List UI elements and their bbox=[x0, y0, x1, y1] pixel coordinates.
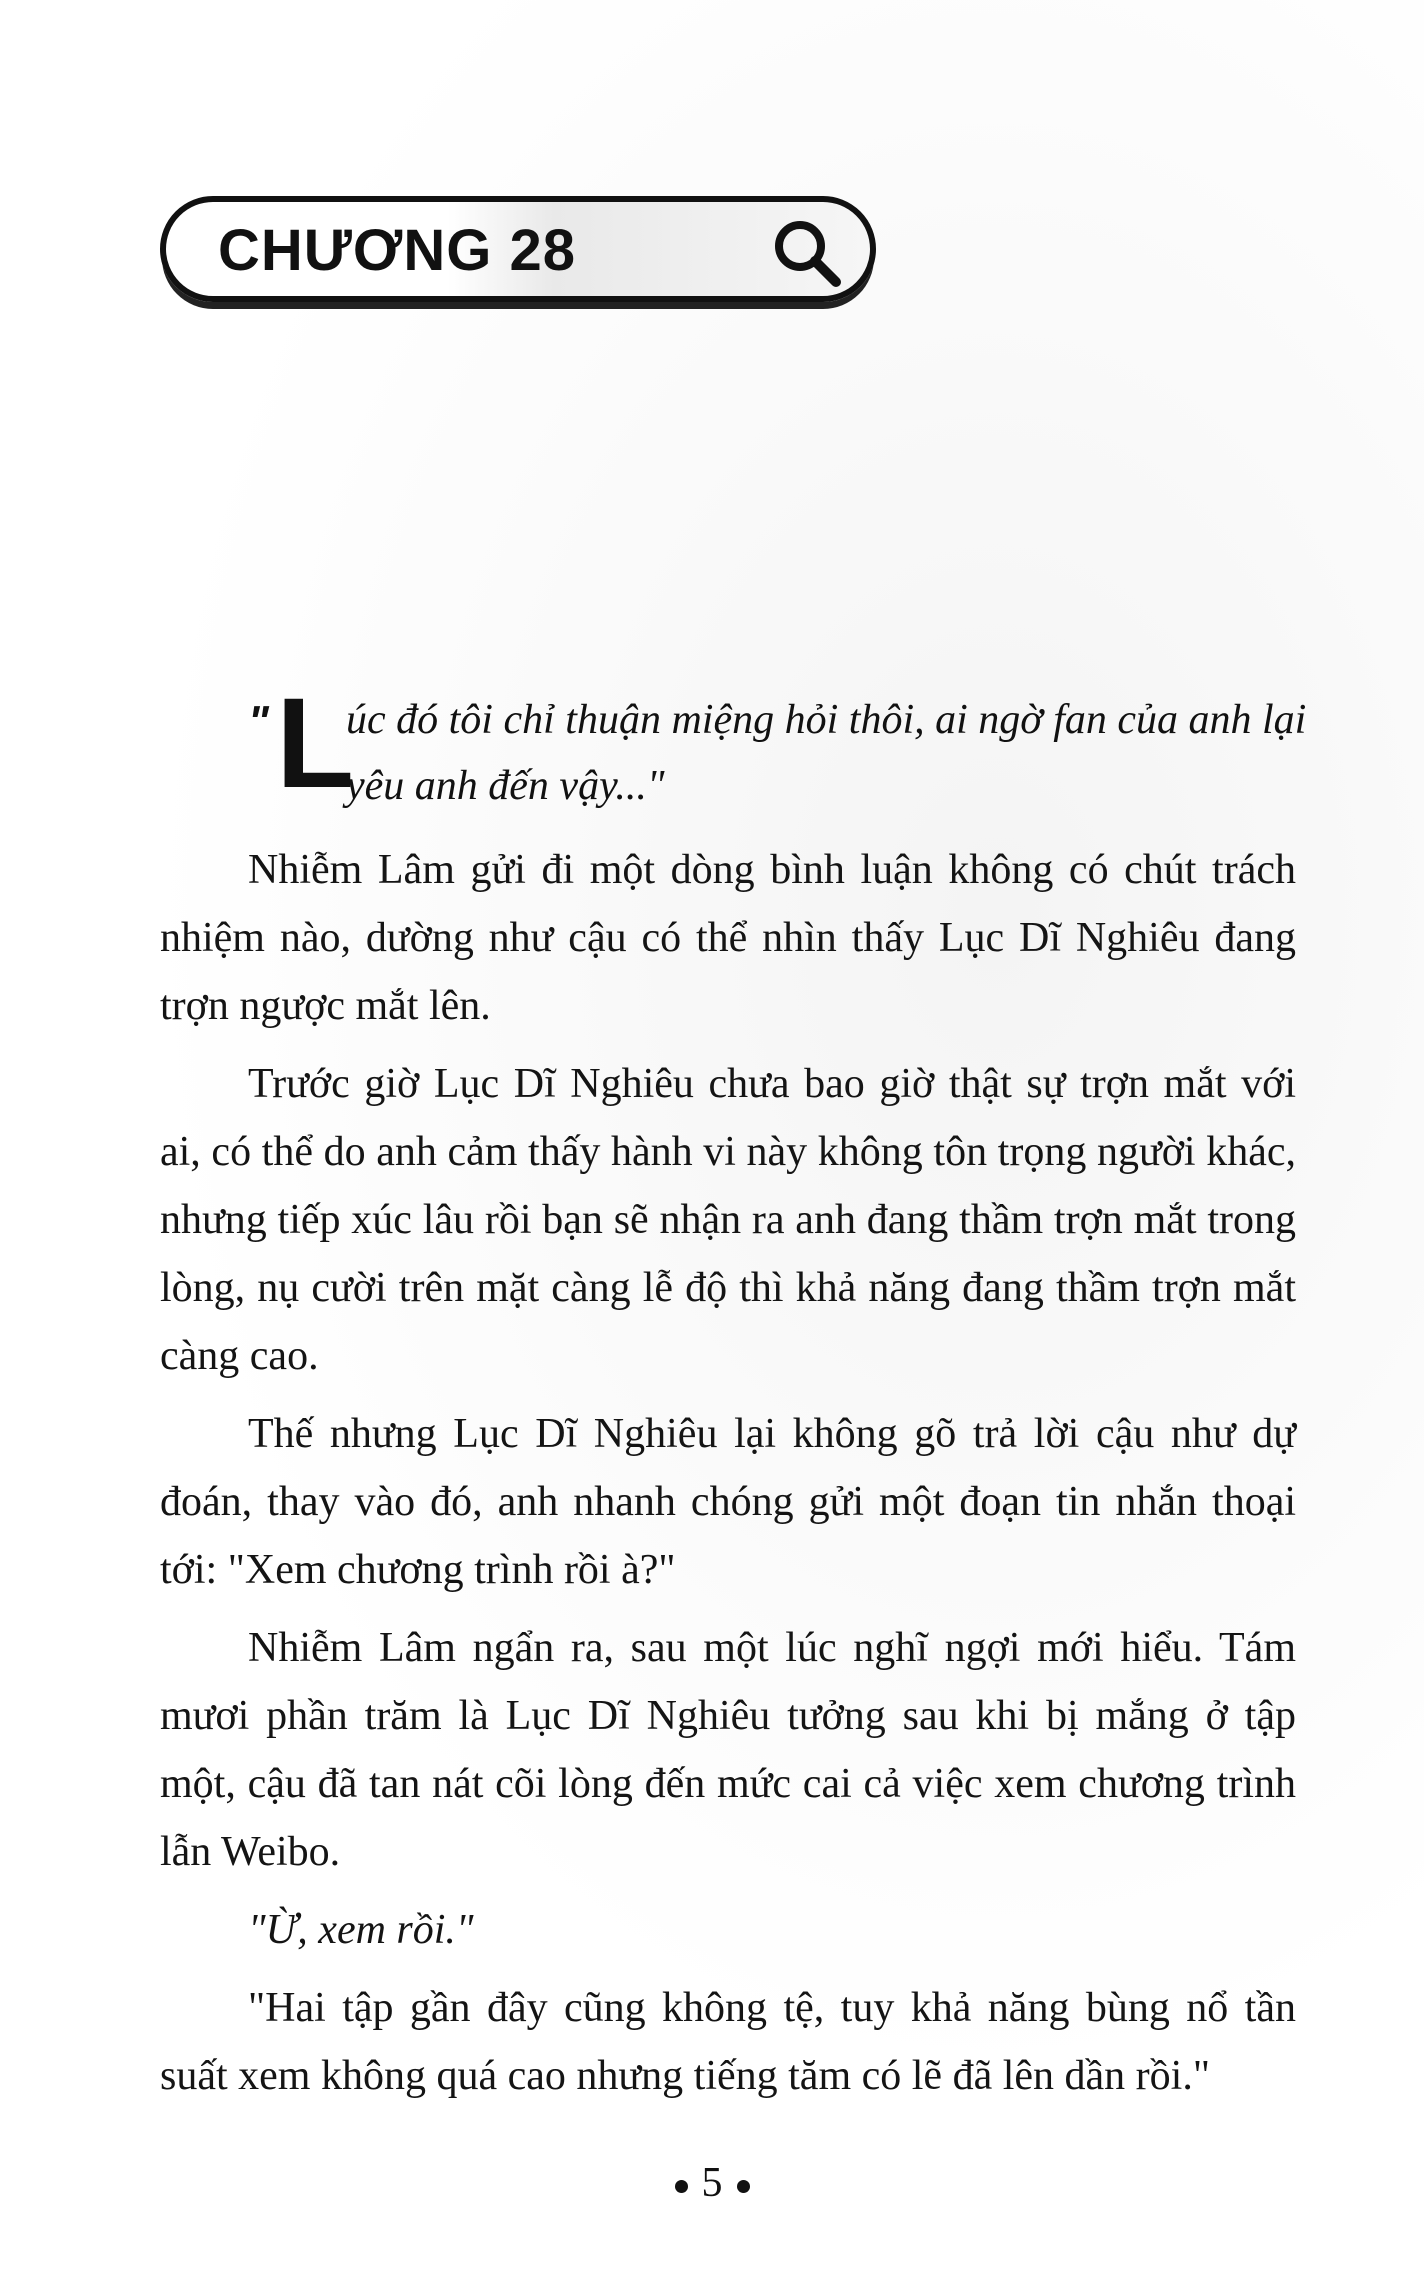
paragraph: Thế nhưng Lục Dĩ Nghiêu lại không gõ trả lời cậu như dự đoán, thay vào đó, anh nhanh chóng gửi một đoạn tin nhắn thoại tới: "Xem chương trình rồi à?" bbox=[160, 1411, 1296, 1593]
opening-quote bbox=[160, 672, 1307, 830]
drop-cap: L bbox=[276, 672, 355, 815]
chapter-title: CHƯƠNG 28 bbox=[218, 218, 576, 283]
bullet-dot-icon bbox=[675, 2180, 688, 2193]
page-number: 5 bbox=[701, 2160, 723, 2206]
paragraph: Nhiễm Lâm gửi đi một dòng bình luận không có chút trách nhiệm nào, dường như cậu có thể nhìn thấy Lục Dĩ Nghiêu đang trợn ngược mắt lên. bbox=[160, 847, 1296, 1029]
paragraph: Nhiễm Lâm ngẩn ra, sau một lúc nghĩ ngợi mới hiểu. Tám mươi phần trăm là Lục Dĩ Nghiêu tưởng sau khi bị mắng ở tập một, cậu đã tan nát cõi lòng đến mức cai cả việc xem chương trình lẫn Weibo. bbox=[160, 1625, 1296, 1875]
opening-quote-line-2: yêu anh đến vậy..." bbox=[346, 763, 665, 809]
opening-quote-mark: " bbox=[248, 697, 269, 746]
bullet-dot-icon bbox=[737, 2180, 750, 2193]
body-text bbox=[160, 836, 1296, 2110]
magnifier-icon bbox=[770, 216, 844, 288]
opening-quote-line-1: úc đó tôi chỉ thuận miệng hỏi thôi, ai ngờ fan của anh lại bbox=[346, 697, 1307, 743]
chapter-heading bbox=[160, 196, 876, 302]
page-number-footer bbox=[0, 2158, 1424, 2208]
paragraph: Trước giờ Lục Dĩ Nghiêu chưa bao giờ thật sự trợn mắt với ai, có thể do anh cảm thấy hành vi này không tôn trọng người khác, nhưng tiếp xúc lâu rồi bạn sẽ nhận ra anh đang thầm trợn mắt trong lòng, nụ cười trên mặt càng lễ độ thì khả năng đang thầm trợn mắt càng cao. bbox=[160, 1061, 1296, 1379]
paragraph: "Hai tập gần đây cũng không tệ, tuy khả năng bùng nổ tần suất xem không quá cao nhưng tiếng tăm có lẽ đã lên dần rồi." bbox=[160, 1985, 1296, 2099]
paragraph: "Ừ, xem rồi." bbox=[248, 1907, 474, 1953]
